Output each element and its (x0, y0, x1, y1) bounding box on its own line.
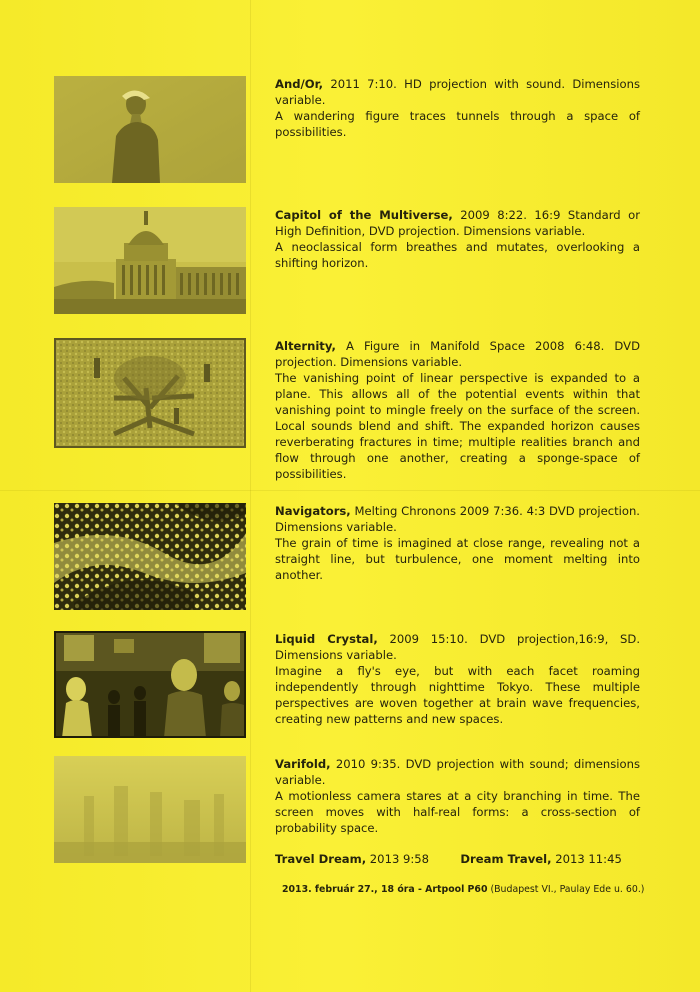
entry-text (275, 338, 640, 482)
entry-details: Melting Chronons 2009 7:36. 4:3 DVD projection. Dimensions variable. (275, 504, 640, 534)
entry-text (275, 503, 640, 583)
entry-details: 2010 9:35. DVD projection with sound; dimensions variable. (275, 757, 640, 787)
event-address: (Budapest VI., Paulay Ede u. 60.) (487, 884, 645, 895)
event-footer (282, 883, 682, 896)
still-image-liquid-crystal (54, 631, 246, 738)
still-image-varifold (54, 756, 246, 863)
entry-details: A Figure in Manifold Space 2008 6:48. DVD projection. Dimensions variable. (275, 339, 640, 369)
dream-travel-title: Dream Travel, (460, 852, 552, 866)
still-image-and-or (54, 76, 246, 183)
entry-text (275, 631, 640, 727)
entry-details: 2009 15:10. DVD projection,16:9, SD. Dimensions variable. (275, 632, 641, 662)
entry-text (275, 756, 640, 836)
fold-line-horizontal (0, 490, 700, 491)
still-image-navigators (54, 503, 246, 610)
entry-description: A neoclassical form breathes and mutates, overlooking a shifting horizon. (275, 240, 640, 270)
entry-text (275, 76, 640, 140)
dream-travel-details: 2013 11:45 (551, 852, 622, 866)
entry-title: Capitol of the Multiverse, (275, 208, 453, 222)
entry-title: And/Or, (275, 77, 324, 91)
travel-dream (275, 852, 429, 866)
entry-title: Varifold, (275, 757, 331, 771)
travel-dream-title: Travel Dream, (275, 852, 367, 866)
entry-details: 2009 8:22. 16:9 Standard or High Definition, DVD projection. Dimensions variable. (275, 208, 640, 238)
dream-travel (460, 852, 621, 866)
entry-title: Navigators, (275, 504, 351, 518)
entry-description: The grain of time is imagined at close range, revealing not a straight line, but turbulence, one moment melting into another. (275, 536, 640, 582)
event-info: 2013. február 27., 18 óra - Artpool P60 (282, 884, 488, 895)
entry-details: 2011 7:10. HD projection with sound. Dimensions variable. (275, 77, 640, 107)
entry-title: Alternity, (275, 339, 336, 353)
entry-description: The vanishing point of linear perspective is expanded to a plane. This allows all of the potential events within that vanishing point to mingle freely on the surface of the screen. Local sounds blend and shift. The expanded horizon causes reverberating fractures in time; multiple realities branch and flow through one another, creating a sponge-space of possibilities. (275, 371, 640, 481)
travel-dream-details: 2013 9:58 (366, 852, 430, 866)
entry-text (275, 207, 640, 271)
entry-description: Imagine a fly's eye, but with each facet roaming independently through nighttime Tokyo. These multiple perspectives are woven together at brain wave frequencies, creating new patterns and new spaces. (275, 664, 640, 726)
fold-line-vertical (250, 0, 251, 992)
entry-title: Liquid Crystal, (275, 632, 378, 646)
still-image-capitol (54, 207, 246, 314)
entry-description: A wandering figure traces tunnels through a space of possibilities. (275, 109, 640, 139)
entry-description: A motionless camera stares at a city branching in time. The screen moves with half-real forms: a cross-section of probability space. (275, 789, 640, 835)
still-image-alternity (54, 338, 246, 448)
extra-works-line (275, 851, 655, 867)
